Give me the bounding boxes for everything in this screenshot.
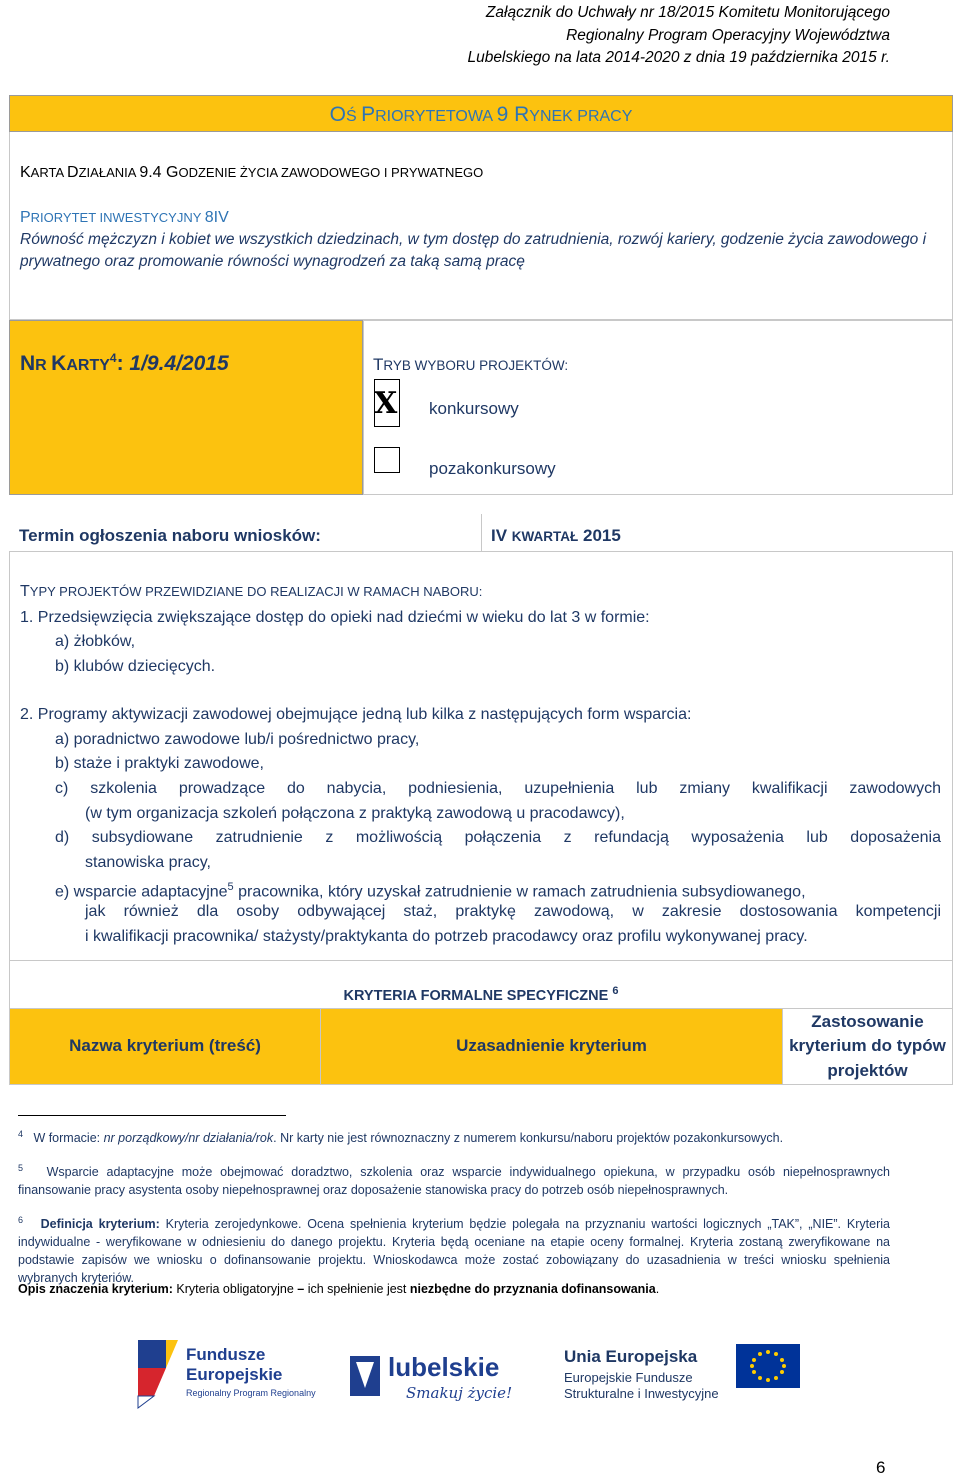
list-item: c) szkolenia prowadzące do nabycia, podniesienia, uzupełnienia lub zmiany kwalifikacji zawodowych — [55, 780, 941, 797]
list-item: i kwalifikacji pracownika/ stażysty/praktykanta do potrzeb pracodawcy oraz profilu wykonywanej pracy. — [85, 928, 808, 945]
competitive-label: konkursowy — [429, 399, 519, 418]
checkbox-mark: X — [374, 386, 398, 421]
criteria-table-header — [9, 1008, 953, 1085]
lubelskie-logo — [346, 1338, 526, 1410]
list-item: a) żłobków, — [55, 633, 136, 650]
lubelskie-tagline: Smakuj życie! — [406, 1384, 513, 1402]
project-types-title: TYPY PROJEKTÓW PRZEWIDZIANE DO REALIZACJI W RAMACH NABORU: — [20, 583, 483, 600]
fe-line-3: Regionalny Program Regionalny — [186, 1388, 316, 1398]
competitive-checkbox[interactable] — [374, 379, 400, 427]
fe-line-1: Fundusze — [186, 1345, 266, 1364]
eu-flag-emblem — [560, 1342, 804, 1412]
selection-mode-box — [363, 320, 953, 495]
footnote-5: $^5$ Wsparcie adaptacyjne może obejmować doradztwo, szkolenia oraz wsparcie indywidualnego opiekuna, w przypadku osób niepełnosprawnych finansowanie pracy asystenta osoby niepełnosprawnej oraz doposażenie stanowiska pracy do potrzeb osób niepełnosprawnych. — [18, 1163, 890, 1198]
list-item: 1. Przedsięwzięcia zwiększające dostęp do opieki nad dziećmi w wieku do lat 3 w formie: — [20, 609, 650, 626]
list-item: a) poradnictwo zawodowe lub/i pośrednictwo pracy, — [55, 731, 420, 748]
logo-strip — [0, 1330, 960, 1420]
header-line-2: Regionalny Program Operacyjny Województwa — [566, 26, 890, 44]
column-header-justification: Uzasadnienie kryterium — [320, 1009, 782, 1084]
fe-line-2: Europejskie — [186, 1365, 283, 1384]
call-date-value: IV KWARTAŁ 2015 — [491, 526, 621, 545]
list-item: d) subsydiowane zatrudnienie z możliwością połączenia z refundacją wyposażenia lub doposażenia — [55, 829, 941, 846]
column-header-name: Nazwa kryterium (treść) — [69, 1036, 261, 1056]
priority-axis-banner: OŚ PRIORYTETOWA 9 RYNEK PRACY — [9, 95, 953, 132]
priority-title: PRIORYTET INWESTYCYJNY 8IV — [20, 209, 229, 226]
call-date-label: Termin ogłoszenia naboru wniosków: — [19, 526, 321, 545]
ue-line-2: Europejskie Fundusze — [564, 1370, 693, 1385]
call-date-row — [9, 514, 953, 552]
list-item: jak również dla osoby odbywającej staż, praktykę zawodową, w zakresie dostosowania kompetencji — [85, 903, 941, 920]
list-item: b) klubów dziecięcych. — [55, 658, 216, 675]
footnote-separator — [18, 1115, 286, 1116]
priority-description: Równość mężczyzn i kobiet we wszystkich dziedzinach, w tym dostęp do zatrudnienia, rozwój kariery, godzenie życia zawodowego i prywatnego oraz promowanie równości wynagrodzeń za taką samą pracę — [20, 231, 927, 270]
header-line-1: Załącznik do Uchwały nr 18/2015 Komitetu Monitorującego — [485, 4, 890, 21]
criteria-title: KRYTERIA FORMALNE SPECYFICZNE $^6$ — [343, 985, 619, 1004]
criteria-meaning-note: Opis znaczenia kryterium: Kryteria obligatoryjne – ich spełnienie jest niezbędne do przyznania dofinansowania. — [18, 1282, 660, 1296]
ue-line-1: Unia Europejska — [564, 1347, 698, 1366]
lubelskie-name: lubelskie — [388, 1352, 500, 1382]
footnote-6: $^6$ Definicja kryterium: Kryteria zerojedynkowe. Ocena spełnienia kryterium będzie polegała na przyznaniu wartości logicznych „TAK”, „NIE”. Kryteria indywidualne - weryfikowane w odniesieniu do danego projektu. Kryteria będą oceniane na etapie oceny formalnej. Kryteria zostaną zweryfikowane na podstawie zapisów we wniosku o dofinansowanie projektu. Wnioskodawca może zostać zobowiązany do uzasadnienia w treści wniosku spełnienia wybranych kryteriów. — [18, 1215, 890, 1286]
call-date-divider — [481, 514, 482, 552]
list-item: 2. Programy aktywizacji zawodowej obejmujące jedną lub kilka z następujących form wsparcia: — [20, 706, 692, 723]
non-competitive-label: pozakonkursowy — [429, 459, 556, 478]
selection-mode-title: TRYB WYBORU PROJEKTÓW: — [373, 355, 569, 374]
non-competitive-checkbox[interactable] — [374, 447, 400, 473]
list-item: e) wsparcie adaptacyjne$^5$ pracownika, który uzyskał zatrudnienie w ramach zatrudnienia subsydiowanego, — [55, 881, 806, 901]
european-funds-emblem — [136, 1338, 316, 1410]
european-funds-logo — [136, 1338, 316, 1410]
page-number: 6 — [876, 1458, 886, 1477]
column-header-application: Zastosowanie kryterium do typów projektów — [782, 1009, 952, 1084]
footnote-4: $^4$ W formacie: nr porządkowy/nr działania/rok. Nr karty nie jest równoznaczny z numerem konkursu/naboru projektów pozakonkursowych. — [18, 1129, 784, 1146]
european-union-logo — [560, 1342, 804, 1412]
list-item: stanowiska pracy, — [85, 854, 211, 871]
criteria-section — [9, 960, 953, 1008]
card-title: KARTA DZIAŁANIA 9.4 GODZENIE ŻYCIA ZAWODOWEGO I PRYWATNEGO — [20, 164, 484, 181]
list-item: (w tym organizacja szkoleń połączona z praktyką zawodową u pracodawcy), — [85, 805, 625, 822]
list-item: b) staże i praktyki zawodowe, — [55, 755, 264, 772]
project-types-section — [9, 552, 953, 960]
ue-line-3: Strukturalne i Inwestycyjne — [564, 1386, 719, 1401]
card-info-section — [9, 132, 953, 320]
lubelskie-emblem — [346, 1338, 526, 1410]
header-note — [330, 2, 890, 70]
card-number-box: NR KARTY$^4$: 1/9.4/2015 — [9, 320, 363, 495]
card-number-value: 1/9.4/2015 — [129, 352, 229, 375]
header-line-3: Lubelskiego na lata 2014-2020 z dnia 19 października 2015 r. — [467, 49, 890, 66]
